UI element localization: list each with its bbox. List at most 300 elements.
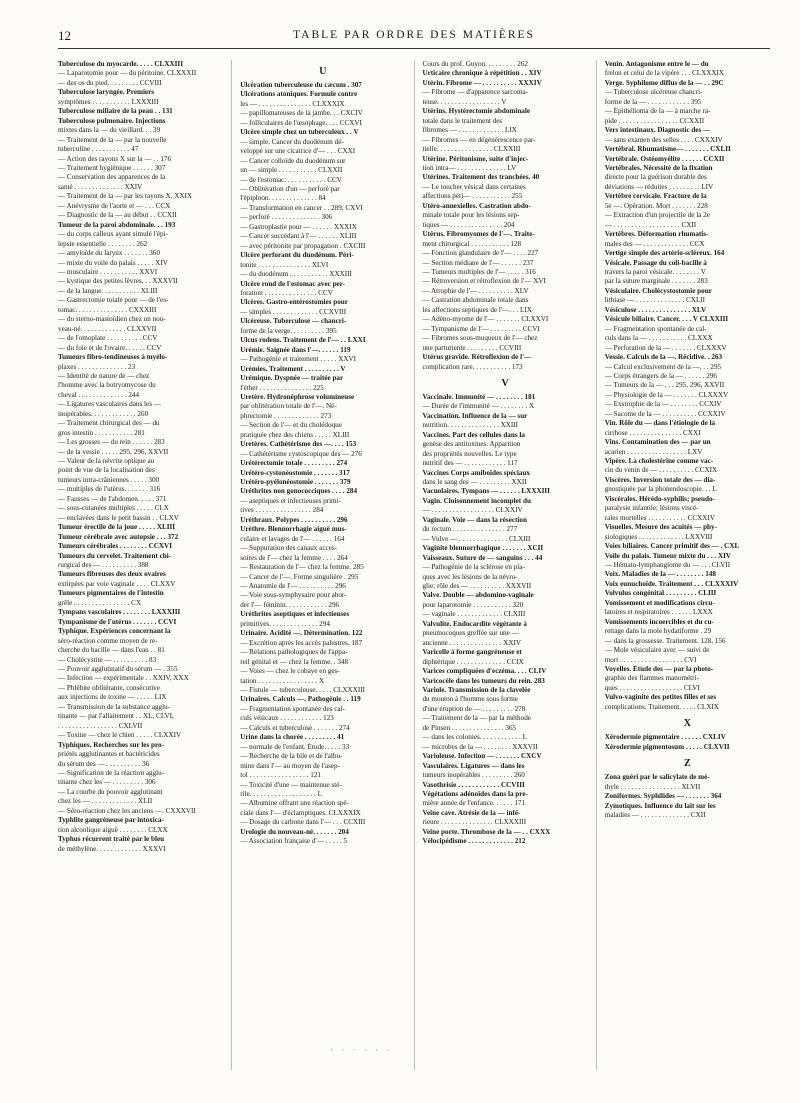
index-entry-heading: Tuberculose laryngée. Premiers [58,88,155,97]
index-entry-line: forme de la verge. . . . . . . . . . 395 [240,326,337,335]
index-entry-line: — Relations pathologiques de l'appa- [240,648,348,657]
index-entry-line: grêle . . . . . . . . . . . . . . . . CX [58,598,142,607]
index-entry-heading: Vasculaires. Ligatures — dans les [422,761,525,770]
index-entry-heading: Ulcus rodens. Traitement de l'— . . LXXI [240,336,366,345]
index-entry-line: directe pour la guérison durable des [604,173,707,182]
index-entry-heading: Vésicule biliaire. Cancer. . . . V CLXXIII [604,315,729,324]
index-entry-line: les — . . . . . . . . . . . . . . . CLXXXIX [240,99,345,108]
index-entry-heading: Vertèbres. Déformation rhumatis- [604,230,709,239]
index-entry-heading: Zymotiques. Influence du lait sur les [604,801,716,810]
page-header [58,28,770,49]
index-entry-heading: Vers intestinaux. Diagnostic des — [604,126,711,135]
index-entry-line: — Traitement de la — par les rayons X. XXIX [58,192,193,201]
index-entry-heading: Vertébrales. Nécessité de la fixation [604,163,713,172]
index-entry-line: complications. Traitement. . . . . CLXIX [604,702,719,711]
index-entry-line: totale dans le traitement des [422,116,503,125]
index-entry-line: — Traitement de la — par la méthode [422,714,531,723]
index-entry-line: — Calcul exclusivement de la —. . . 295 [604,362,722,371]
index-entry-line: — Physiologie de la — . . . . . . . CLXXXV [604,390,729,399]
index-entry-line: — Le toucher vésical dans certaines [422,182,526,191]
index-entry-heading: Vipère. La cholestérine comme vac- [604,457,714,466]
index-entry-line: — perforé . . . . . . . . . . . . . . 306 [240,213,333,222]
index-entry-heading: Ulcérations atoniques. Formule contre [240,90,358,99]
index-entry-heading: Verge. Syphilome diffus de la — . . 29C [604,78,724,87]
index-entry-line: lithiase — . . . . . . . . . . . . . . CXLII [604,296,706,305]
index-entry-heading: Tumeurs fibreuses des deux ovaires [58,570,166,579]
index-entry-line: frelon et celui de la vipère . . . CLXXXIX [604,69,725,78]
index-entry-line: — Toxicité d'une — maintenue sté- [240,780,342,789]
index-entry-line: du mouton à l'homme sous forme [422,695,518,704]
index-entry-line: — Fibrome — d'apparence sarcoma- [422,88,529,97]
index-entry-line: — avec péritonite par propagation . CXCIII [240,241,366,250]
index-entry-heading: Vésiculose . . . . . . . . . . . . . . . XLV [604,305,707,314]
footer-dots: · · · · · · [330,1045,393,1055]
index-entry-line: — Anévrysme de l'aorte et — . . . CCX [58,201,171,210]
index-entry-line: — Fausses — de l'abdomen. . . . . 371 [58,494,167,503]
index-entry-line: fibromes — . . . . . . . . . . . . . LIX [422,126,517,135]
index-entry-line: — vaginale . . . . . . . . . . . . . CLXIII [422,610,526,619]
index-entry-line: . . . . . . . . . . . . . . . . . CXLVII [58,721,143,730]
index-entry-line: du sérum des — . . . . . . . . . . 36 [58,759,150,768]
index-entry-line: dans le sang des — . . . . . . . . . XXII [422,478,527,487]
index-entry-line: tuberculine . . . . . . . . . . . 47 [58,145,139,154]
index-entry-heading: Utérus. Fibromyomes de l'—. Traite- [422,230,535,239]
index-entry-line: thyle . . . . . . . . . . . . . . . . . XLVII [604,782,701,791]
index-entry-heading: Tuberculose miliaire de la peau . . 131 [58,107,173,116]
index-entry-line: — kystique des petites lèvres. . . XXXVII [58,277,178,286]
index-entry-line: acarien . . . . . . . . . . . . . . . . . LXV [604,447,703,456]
index-entry-line: du rectum . . . . . . . . . . . . . . . 277 [422,525,518,534]
index-entry-line: — de la vessie . . . . . 295, 296, XXVII [58,447,169,456]
index-entry-line: — enclavées dans le petit bassin . . CLXV [58,513,179,522]
index-entry-line: des propriétés nouvelles. Le type [422,449,517,458]
index-entry-line: — Rétroversion et rétroflexion de l'— XVI [422,277,546,286]
index-entry-line: — Mole vésiculaire avec — suivi de [604,646,710,655]
index-entry-line: — Fragmentation spontanée des cal- [240,704,345,713]
index-entry-line: — Fragmentation spontanée de cal- [604,324,707,333]
index-entry-line: — de l'estomac. . . . . . . . . . . . CCV [240,175,342,184]
index-entry-line: — Albumine offrant une réaction spé- [240,799,349,808]
index-entry-line: — Transmission de la substance agglu- [58,702,171,711]
index-entry-line: — Valeur de la névrite optique au [58,457,155,466]
index-entry-line: symptômes . . . . . . . . . . . LXXXIII [58,97,159,106]
index-entry-heading: Varicocèle dans les tumeurs du rein. 283 [422,676,545,685]
index-entry-line: point de vue de la localisation des [58,466,155,475]
index-entry-heading: Voix. Maladies de la — . . . . . . . . 148 [604,570,716,579]
index-entry-line: complication rare. . . . . . . . . . . 173 [422,362,523,371]
index-entry-heading: Volvulus congénital . . . . . . . . . CLIII [604,589,717,598]
index-entry-line: — Traitement chirurgical des — du [58,419,160,428]
index-entry-heading: Vaccines. Part des cellules dans la [422,430,525,439]
section-letter: X [683,718,691,730]
index-entry-line: — Section médiane de l'— . . . . . . 237 [422,258,534,267]
index-entry-line: phrectomie . . . . . . . . . . . . . 273 [240,411,332,420]
column-divider [414,60,415,1070]
index-entry-line: — Fonction glandulaire de l'— . . . . 227 [422,249,539,258]
index-entry-line: — musculaire . . . . . . . . . . . XXVI [58,267,158,276]
index-entry-line: — du foie et de l'ovaire. . . . . . CCV [58,343,162,352]
index-entry-heading: Visuelles. Mesure des acuités — phy- [604,523,717,532]
index-entry-heading: Vulvo-vaginite des petites filles et ses [604,693,717,702]
page-number: 12 [58,28,71,43]
index-entry-heading: Varioleuse. Infection — . . . . . . . CXCV [422,752,542,761]
index-entry-line: — Les grosses — du rein . . . . . . 283 [58,438,165,447]
index-entry-line: lepsie essentielle . . . . . . . . 262 [58,239,148,248]
index-entry-line: tinante chez les — . . . . . . . . . 306 [58,778,156,787]
index-entry-line: forme de la — . . . . . . . . . . . . 395 [604,97,702,106]
index-entry-heading: Uretères. Cathétérisme des —. . . . 153 [240,440,357,449]
index-entry-line: — Traitement de la — par la nouvelle [58,135,167,144]
index-entry-heading: Tumeurs du cervelet. Traitement chi- [58,551,172,560]
index-entry-line: — Laparotomie pour — du péritoine. CLXXXII [58,69,197,78]
index-entry-heading: Typhus récurrent traité par le bleu [58,835,165,844]
index-entry-heading: Urine dans la chorée . . . . . . . . . 41 [240,733,345,742]
index-entry-heading: Vacuolaires. Tympans — . . . . . . LXXXIII [422,487,550,496]
index-entry-line: — Oblitération d'un — perforé par [240,184,340,193]
index-entry-line: plaxes . . . . . . . . . . . . . . 23 [58,362,136,371]
index-entry-line: 5e —. Opération. Mort . . . . . . . 228 [604,201,708,210]
index-entry-heading: Venin. Antagonisme entre le — du [604,60,709,68]
index-entry-line: culaire et lavages de l'— . . . . . . 164 [240,534,345,543]
index-column-4 [605,60,770,1070]
index-entry-line: genèse des antitoxines. Apparition [422,440,521,449]
index-entry-heading: Vésiculaire. Cholécystostomie pour [604,286,712,295]
index-entry-line: priétés agglutinantes et bactéricides [58,750,160,759]
index-column-1 [58,60,223,1070]
index-entry-heading: Vins. Contamination des — par un [604,438,711,447]
index-entry-heading: Vin. Rôle du — dans l'étiologie de la [604,419,716,428]
index-entry-line: affections péri— . . . . . . . . . . . 255 [422,192,523,201]
index-entry-line: — Toxine — chez le chien . . . . . CLXXIV [58,731,182,740]
index-entry-heading: Xérodermie pigmentaire . . . . . . CXLIV [604,733,726,742]
index-entry-heading: Viscérales. Hérédo-syphilis; pseudo- [604,494,715,503]
index-entry-line: — Adéno-myome de l'— . . . . . . . CLXXVI [422,315,549,324]
index-entry-line: — Suppuration des canaux acces- [240,544,337,553]
index-entry-line: — . . . . . . . . . . . . . . . . . . . CXII [604,220,697,229]
index-entry-line: inopérables. . . . . . . . . . . . . 260 [58,409,149,418]
index-columns [58,60,770,1070]
index-entry-heading: Vésicale. Passage du coli-bacille à [604,258,707,267]
index-entry-heading: Tumeurs fibro-tendineuses à myélo- [58,353,168,362]
index-entry-heading: Tumeurs cérébrales . . . . . . . . CCXVI [58,542,172,551]
index-entry-heading: Vaccines Corps amiboïdes spéciaux [422,468,530,477]
index-entry-heading: Typhiques. Recherches sur les pro- [58,740,164,749]
index-entry-line: tumeurs inopérables . . . . . . . . . 260 [422,771,525,780]
index-entry-line: veau-né. . . . . . . . . . . . . CLXXVII [58,324,157,333]
index-entry-line: — sans examen des selles . . . . CXXXIV [604,135,723,144]
index-entry-heading: Xérodermie pigmentosum . . . . . CLXVII [604,742,730,751]
index-entry-heading: Vertèbre cervicale. Fracture de la [604,192,707,201]
index-entry-line: — Phlébite oblitérante, consécutive [58,683,160,692]
index-entry-line: diphtérique . . . . . . . . . . . . . . CCIX [422,657,524,666]
index-entry-heading: Ulcéreuse. Tuberculose — chancri- [240,317,347,326]
index-entry-line: paralysie infantile; lésions viscé- [604,504,699,513]
index-entry-line: — Infection — expérimentale . . XXIV, XXX [58,674,189,683]
index-entry-heading: Utérus gravide. Rétroflexion de l'— [422,353,532,362]
index-entry-line: foration . . . . . . . . . . . . . . . CCV [240,288,333,297]
index-entry-line: latoires et respiratoires . . . . . . LXXX [604,608,713,617]
index-entry-line: — Fistule — tuberculeuse. . . . . CLXXXIII [240,686,365,694]
index-entry-line: — aseptiques et infectieuses primi- [240,496,341,505]
index-entry-heading: Vomissements incoercibles et du cu- [604,617,714,626]
index-entry-line: culs vésicaux . . . . . . . . . . . . 123 [240,714,334,723]
index-entry-heading: Uréthrites aseptiques et infectieuses [240,610,350,619]
index-entry-line: d'une éruption de — . . . . . . . . . 278 [422,704,526,713]
index-entry-line: — du sterno-mastoïdien chez un nou- [58,315,166,324]
index-entry-line: — de la langue. . . . . . . . . . . XLIII [58,286,158,295]
running-title: TABLE PAR ORDRE DES MATIÈRES [293,29,535,41]
index-entry-line: minale totale pour les lésions sep- [422,211,520,220]
index-entry-line: culs dans la — . . . . . . . . . . . CLXXX [604,334,713,343]
index-entry-heading: Utérines. Traitement des tranchées. 40 [422,173,540,182]
section-letter: Z [684,758,691,770]
section-letter: V [501,377,509,389]
index-entry-line: — Gastrectomie totale pour — de l'es- [58,296,169,305]
index-entry-line: ciale dans l'— d'éclamptiques. CLXXXIX [240,808,361,817]
index-entry-line: par oblitération totale de l'—. Né- [240,402,337,411]
index-entry-line: cirrhose . . . . . . . . . . . . . . . CXXI [604,428,701,437]
index-entry-line: de méthylène. . . . . . . . . . . . . XXXVI [58,844,166,853]
index-entry-line: pneumocoques greffée sur une — [422,629,519,638]
index-entry-line: — Tumeurs de la — . . . 295, 296, XXVII [604,381,725,390]
index-entry-line: tion intra— . . . . . . . . . . . . . . LV [422,163,517,172]
index-entry-line: mière année de l'enfance. . . . . . 171 [422,799,526,808]
index-entry-heading: Utéro-annexielles. Castration abdo- [422,201,531,210]
index-entry-line: — Voies — chez le cobaye en ges- [240,667,340,676]
index-entry-heading: Voix eunuchoïde. Traitement . . . CLXXXIV [604,579,739,588]
index-entry-line: — La courbe du pouvoir agglutinant [58,787,163,796]
index-entry-line: — Cholécystite — . . . . . . . . . . 83 [58,655,157,664]
index-entry-line: — Fibromes — en dégénérescence par- [422,135,536,144]
index-entry-line: — Anatomie de l'— . . . . . . . . . . 296 [240,582,346,591]
index-entry-line: tielle. . . . . . . . . . . . . . . . CLXXIII [422,145,521,154]
index-entry-line: tion alcoolique aiguë . . . . . . . . CLXX [58,825,168,834]
index-entry-line: — Signification de la réaction agglu- [58,768,165,777]
index-entry-line: — Séro-réaction chez les anciens —. CXXXVII [58,806,196,815]
index-entry-heading: Zoniformes. Syphilides — . . . . . . . 364 [604,792,722,801]
index-entry-heading: Urèthre. Blennorrhagie aiguë mus- [240,525,347,534]
index-entry-heading: Urologie du nouveau-né. . . . . . . 204 [240,827,349,836]
index-entry-line: l'éther . . . . . . . . . . . . . . . 225 [240,383,324,392]
index-entry-line: — Action des rayons X sur la — . . 176 [58,154,172,163]
index-entry-line: — Perforation de la — . . . . . . . CLXXXV [604,343,727,352]
index-entry-line: tumeurs intra-crâniennes . . . . . 300 [58,475,160,484]
index-entry-line: — amyloïde du larynx . . . . . . . 360 [58,249,160,258]
index-entry-line: par la suture marginale . . . . . . . 283 [604,277,708,286]
column-divider [231,60,232,1070]
index-entry-heading: Tumeur de la paroi abdominale. . . 193 [58,220,176,229]
index-entry-heading: Ulcère simple chez un tuberculeux . . V [240,128,359,137]
index-entry-line: veloppé sur une cicatrice d'— . . . CXXI [240,147,356,156]
index-entry-heading: Typhlite gangréneuse par intoxica- [58,816,164,825]
index-entry-line: — microbes de la — . . . . . . . . XXXVII [422,742,538,751]
index-entry-line: — Sacome de la — . . . . . . . . . . CCXXIV [604,409,726,418]
index-entry-line: — Conservation des apparences de la [58,173,166,182]
index-entry-line: pratiquée chez des chiens . . . . . XLIII [240,430,350,439]
index-entry-heading: Uréthrites non gonococciques . . . . 284 [240,487,358,496]
index-entry-line: tation . . . . . . . . . . . . . . . . . X [240,676,325,685]
index-entry-line: graphie des flammes manométri- [604,674,699,683]
index-entry-line: — Épithélioma de la — à marche ra- [604,107,711,116]
index-entry-line: — simples . . . . . . . . . . . . . CCXVIII [240,307,347,316]
index-entry-heading: Valvulite. Endocardite végétante à [422,619,527,628]
index-entry-heading: Tumeurs pigmentaires de l'intestin [58,589,164,598]
index-entry-line: — Traitement hygiénique . . . . . . 307 [58,163,166,172]
index-entry-line: Cours du prof. Guyon. . . . . . . . . 262 [422,60,528,68]
index-entry-heading: Urinaires. Calculs —. Pathogénie . . 119 [240,695,361,704]
index-entry-line: tives . . . . . . . . . . . . . . . . 284 [240,506,324,515]
index-entry-line: maladies — . . . . . . . . . . . . . . CXII [604,810,706,819]
index-entry-line: mort . . . . . . . . . . . . . . . . . . CVI [604,655,697,664]
index-entry-heading: Uretère. Hydronéphrose volumineuse [240,392,355,401]
index-entry-heading: Typhique. Expériences concernant la [58,627,171,636]
index-entry-line: — folliculaires de l'œsophage. . . . CCXVI [240,118,362,127]
index-entry-heading: Tympans vasculaires . . . . . . . . LXXXIII [58,608,181,617]
index-entry-line: — Identité de nature de — chez [58,371,150,380]
index-entry-heading: Varices compliquées d'eczéma. . . . CLIV [422,667,547,676]
index-entry-line: — Durée de l'immunité — . . . . . . . . X [422,402,535,411]
index-entry-line: — des os du pied. . . . . . . . . CCVIII [58,78,162,87]
index-entry-line: mixtes dans la — du vieillard. . . 39 [58,126,161,135]
index-entry-line: — Tuberculose ulcéreuse chancri- [604,88,703,97]
index-column-3 [422,60,587,1070]
index-entry-line: ques . . . . . . . . . . . . . . . . . . CLVI [604,683,700,692]
index-entry-line: cherche du bacille — dans l'eau . . 81 [58,646,165,655]
index-entry-line: — Transformation en cancer . . 289, CXVI [240,203,363,212]
index-entry-heading: Vessie. Calculs de la —. Récidive. . 263 [604,353,723,362]
index-entry-heading: Veine porte. Thrombose de la — . . CXXX [422,827,551,836]
index-entry-line: ment chirurgical . . . . . . . . . . . 128 [422,239,522,248]
index-entry-heading: Voies biliaires. Cancer primitif des — . CXL [604,542,740,551]
index-entry-line: — Diagnostic de la — au début . . CCXII [58,211,177,220]
index-entry-line: — du corps calleux ayant simulé l'épi- [58,230,168,239]
index-entry-line: — Cancer colloïde du duodénum sur [240,156,346,165]
index-entry-heading: Ulcères. Gastro-entérostomies pour [240,298,348,307]
index-entry-line: pour laparotomie . . . . . . . . . . . 320 [422,600,524,609]
index-entry-heading: Vertébral. Rhumatisme— . . . . . . . CXLII [604,145,731,154]
index-entry-line: primitives. . . . . . . . . . . . . . 294 [240,619,330,628]
index-entry-line: chez les — . . . . . . . . . . . . . XLII [58,797,153,806]
index-entry-line: — papillomateuses de la jambe. . . CXCIV [240,109,363,118]
index-entry-line: — Ligatures vasculaires dans les — [58,400,161,409]
index-entry-heading: Tympanisme de l'utérus . . . . . . . CCVI [58,617,177,626]
index-entry-line: — Section de l'— et du cholédoque [240,421,342,430]
index-entry-heading: Tuberculose du myocarde. . . . . CLXXIII [58,60,183,68]
index-entry-line: rales mortelles . . . . . . . . . . . CCXXIV [604,513,715,522]
index-entry-line: — Gastroplastie pour — . . . . . . XXXIX [240,222,357,231]
index-entry-line: une parturiente . . . . . . . . . CCVIII [422,343,522,352]
index-entry-line: cin du venin de — . . . . . . . . . . CCXIX [604,466,718,475]
index-entry-heading: Ulcère perforant du duodénum. Péri- [240,251,354,260]
index-entry-line: tol . . . . . . . . . . . . . . . . . 121 [240,771,321,780]
index-entry-heading: Utérins. Hystérectomie abdominale [422,107,531,116]
index-entry-heading: Utérine. Péritonisme, suite d'injec- [422,154,529,163]
index-entry-line: — dans les colonies. . . . . . . . . . . . L [422,733,527,742]
index-entry-line: — normale de l'enfant. Étude. . . . . 33 [240,742,350,751]
index-entry-heading: Tumeur cérébrale avec autopsie . . . 372 [58,532,179,541]
index-entry-line: — Excrétion après les accès palustres. 187 [240,638,363,647]
index-entry-line: l'homme avec la botryomycose du [58,381,156,390]
index-entry-line: — Recherche de la bile et de l'albu- [240,752,343,761]
index-entry-line: — simple. Cancer du duodénum dé- [240,137,344,146]
section-letter: U [319,66,327,77]
index-entry-line: males des — . . . . . . . . . . . . . CCX [604,239,705,248]
index-entry-line: soires de l'— chez la femme . . . . 264 [240,553,348,562]
index-entry-line: rettage dans la mole hydatiforme . 29 [604,627,712,636]
index-entry-line: — Cathétérisme cystoscopique des — 276 [240,449,362,458]
column-divider [596,60,597,1070]
index-entry-line: tiques — . . . . . . . . . . . . . . . 204 [422,220,515,229]
index-entry-heading: Variole. Transmission de la clavelée [422,686,531,694]
index-entry-line: santé . . . . . . . . . . . . . . XXIV [58,182,143,191]
index-entry-line: pide . . . . . . . . . . . . . . . . . CCXXII [604,116,705,125]
index-entry-heading: Veine cave. Atrésie de la — infé- [422,808,521,817]
index-entry-heading: Viscères. Inversion totale des — dia- [604,475,716,484]
index-entry-line: — Pathogénie de la sclérose en pla- [422,563,525,572]
index-entry-heading: Vélocipédisme . . . . . . . . . . . . . 212 [422,837,526,846]
index-entry-line: — de l'omoplate . . . . . . . . . . CCV [58,334,158,343]
index-entry-line: les affections septiques de l'—. . . LIX [422,305,532,314]
index-entry-line: rile. . . . . . . . . . . . . . . . . . . L [240,789,322,798]
index-entry-line: tonite . . . . . . . . . . . . . . . XLVI [240,260,329,269]
index-entry-line: glie; rôle des — . . . . . . . . . . XXXVII [422,582,532,591]
index-entry-heading: Ulcération tuberculeuse du cæcum . 307 [240,81,362,89]
index-entry-heading: Végétations adénoïdes dans la pre- [422,789,528,798]
index-entry-line: l'épiploon. . . . . . . . . . . . . . 84 [240,194,326,203]
index-entry-line: — . . . . . . . . . . . . . . . . . . CLXXIV [422,506,523,515]
index-entry-heading: Vaccination. Influence de la — sur [422,411,528,420]
index-entry-line: gros intestin . . . . . . . . . . . 281 [58,428,145,437]
index-entry-line: teuse. . . . . . . . . . . . . . . . . . V [422,97,507,106]
index-entry-line: — Restauration de l'— chez la femme. 285 [240,563,364,572]
index-entry-line: ques avec les lésions de la névro- [422,572,518,581]
index-entry-heading: Vaginite blennorrhagique . . . . . . . XCII [422,544,544,553]
index-entry-line: rurgical des — . . . . . . . . . . 388 [58,561,149,570]
index-entry-heading: Tumeur érectile de la joue . . . . . XLIII [58,523,176,532]
index-entry-line: aux injections de toxine — . . . . . LIX [58,693,167,702]
index-entry-heading: Vertébrale. Ostéomyélite . . . . . . CCXII [604,154,725,163]
index-entry-line: — sous-cutanées multiples . . . . . CLX [58,504,169,513]
index-entry-heading: Vagin. Cloisonnement incomplet du [422,496,531,505]
index-entry-line: de Pinsen . . . . . . . . . . . . . . . 365 [422,723,517,732]
index-entry-line: siologiques . . . . . . . . . . . . . LXXVIII [604,532,713,541]
index-entry-line: — Vulve — . . . . . . . . . . . . . . CLXIII [422,534,531,543]
index-entry-line: — Cancer succédant à l'— . . . . . . XLIII [240,232,357,241]
index-entry-heading: Vomissement et modifications circu- [604,598,715,607]
index-entry-line: — Atrophie de l'— . . . . . . . . . . XLV [422,286,529,295]
index-entry-heading: Urticaire chronique à répétition . . XIV [422,69,542,78]
index-entry-line: — dans la grossesse. Traitement. 128, 156 [604,636,726,645]
index-entry-heading: Ulcère rond de l'estomac avec per- [240,279,345,288]
index-entry-line: tinante — par l'allaitement . . XL, CLVI, [58,712,174,721]
index-entry-line: ancienne . . . . . . . . . . . . . . . XXIV [422,638,522,647]
index-entry-heading: Utérin. Fibrome — . . . . . . . . . . XXXIV [422,78,542,87]
index-entry-heading: Valve. Double — abdomino-vaginale [422,591,534,600]
index-entry-line: — Calculs et tuberculose . . . . . . . 274 [240,723,350,732]
index-entry-line: extirpées par voie vaginale . . . . CLXXV [58,579,176,588]
index-entry-line: — multiples de l'utérus. . . . . . . 316 [58,485,161,494]
index-entry-line: — Fibromes sous-muqueux de l'— chez [422,334,538,343]
index-entry-line: rieure . . . . . . . . . . . . . . . CLXXXIII [422,818,527,827]
index-entry-line: — du duodénum . . . . . . . . . . . XXXIII [240,270,352,279]
index-entry-line: nutritif des — . . . . . . . . . . . . 117 [422,459,518,468]
index-entry-line: — Hémato-lymphangiome du — . . . CLVII [604,561,731,570]
index-entry-heading: Urétérectomie totale . . . . . . . . . 274 [240,459,348,468]
index-entry-heading: Uréthraux. Polypes . . . . . . . . . . 296 [240,515,348,524]
index-entry-heading: Urémies. Traitement . . . . . . . . . . V [240,364,346,373]
index-entry-line: déviations — réduites . . . . . . . . . LIV [604,182,714,191]
index-entry-line: — Corps étrangers de la — . . . . . . 296 [604,371,717,380]
